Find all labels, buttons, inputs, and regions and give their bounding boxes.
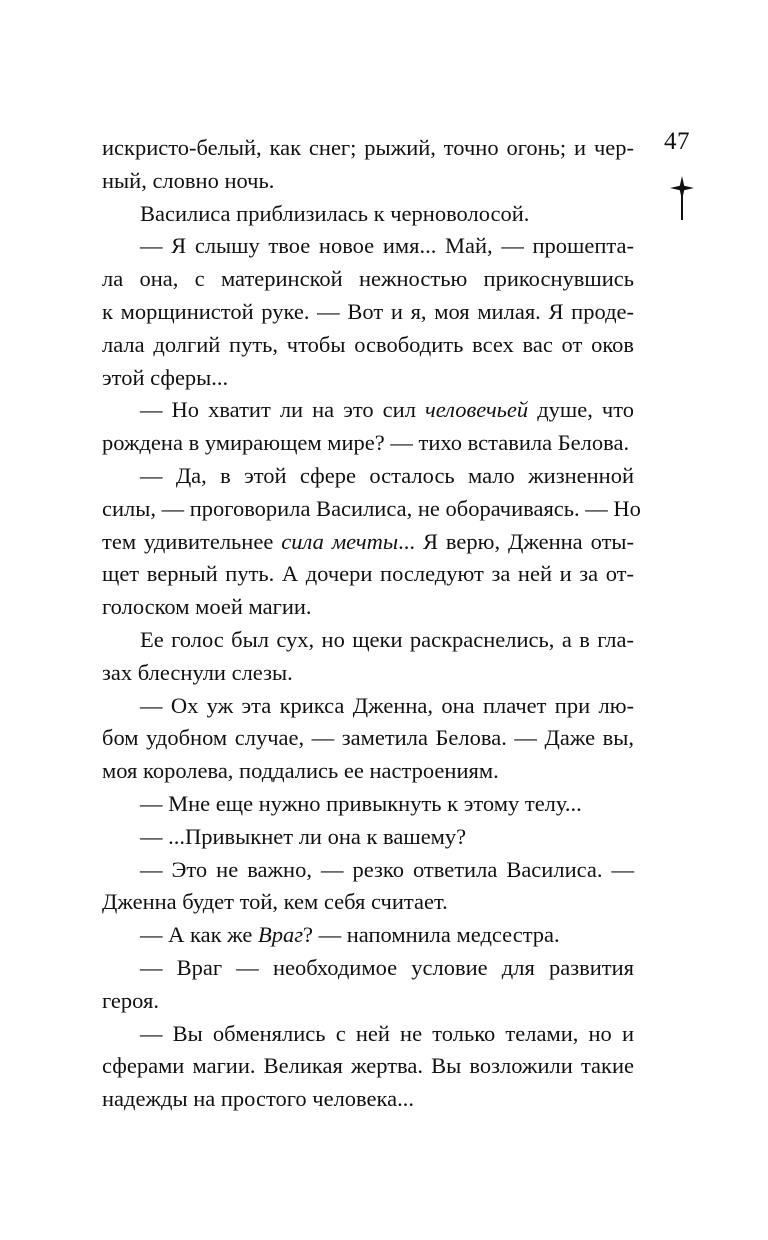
text-line-content: сферами магии. Великая жертва. Вы возложили такие [102, 1053, 634, 1079]
text-line-content: Василиса приблизилась к черноволосой. [140, 200, 530, 226]
text-line-content: Дженна будет той, кем себя считает. [102, 889, 448, 915]
text-line [102, 722, 634, 755]
text-line-content: Ее голос был сух, но щеки раскраснелись, а в гла- [140, 626, 634, 652]
text-line [102, 460, 634, 493]
text-line-content: этой сферы... [102, 364, 229, 390]
text-line [102, 624, 634, 657]
text-line [102, 788, 634, 821]
text-line [102, 755, 634, 788]
text-line-content: голоском моей магии. [102, 594, 312, 620]
italic-emphasis: человечьей [425, 397, 529, 423]
text-line [102, 591, 634, 624]
text-line-content-tail: ... Я верю, Дженна оты- [398, 528, 635, 554]
text-line-content: — Ох уж эта крикса Дженна, она плачет при лю- [140, 692, 634, 718]
text-line [102, 329, 634, 362]
text-line [102, 427, 634, 460]
text-line-content: героя. [102, 987, 159, 1013]
text-line-content: — Но хватит ли на это сил [140, 397, 416, 423]
text-line-content: лала долгий путь, чтобы освободить всех вас от оков [102, 331, 634, 357]
text-line [102, 394, 634, 427]
text-line-content: — А как же [140, 922, 253, 948]
text-line-content: ный, словно ночь. [102, 167, 275, 193]
text-line-content: к морщинистой руке. — Вот и я, моя милая. Я проде- [102, 298, 634, 324]
text-line-content: бом удобном случае, — заметила Белова. — Даже вы, [102, 725, 634, 751]
text-line [102, 985, 634, 1018]
text-line [102, 526, 634, 559]
text-line [102, 296, 634, 329]
text-line [102, 493, 641, 526]
text-line-content: щет верный путь. А дочери последуют за ней и за от- [102, 561, 634, 587]
text-line-content: — ...Привыкнет ли она к вашему? [140, 823, 467, 849]
text-line [102, 558, 634, 591]
text-line-content: надежды на простого человека... [102, 1086, 414, 1112]
text-line-content: — Мне еще нужно привыкнуть к этому телу... [140, 790, 582, 816]
text-line [102, 690, 634, 723]
text-line [102, 1083, 634, 1116]
text-line [102, 1018, 634, 1051]
text-line [102, 263, 634, 296]
text-line [102, 1050, 634, 1083]
text-line [102, 230, 634, 263]
text-line-content-tail: ? — напомнила медсестра. [303, 922, 560, 948]
text-line-content-tail: душе, что [537, 397, 634, 423]
italic-emphasis: сила мечты [281, 528, 399, 554]
text-line [102, 886, 634, 919]
text-line-content: ла она, с материнской нежностью прикоснувшись [102, 266, 634, 292]
text-line-content: искристо-белый, как снег; рыжий, точно огонь; и чер- [102, 135, 634, 160]
text-line-content: — Я слышу твое новое имя... Май, — прошепта- [140, 233, 634, 259]
text-line-content: тем удивительнее [102, 528, 274, 554]
italic-emphasis: Враг [258, 922, 304, 948]
text-line-content: — Да, в этой сфере осталось мало жизненной [140, 462, 634, 488]
text-line-content: силы, — проговорила Василиса, не оборачиваясь. — Но [102, 495, 641, 521]
body-text [102, 132, 641, 1116]
text-line [102, 198, 634, 231]
text-line [102, 821, 634, 854]
text-line [102, 657, 634, 690]
four-point-star-icon [670, 176, 694, 220]
text-line-content: зах блеснули слезы. [102, 659, 293, 685]
text-line [102, 919, 634, 952]
text-line [102, 165, 634, 198]
text-line-content: — Враг — необходимое условие для развития [140, 954, 634, 980]
text-line-content: — Вы обменялись с ней не только телами, но и [140, 1020, 634, 1046]
text-line [102, 362, 634, 395]
text-line-content: рождена в умирающем мире? — тихо вставила Белова. [102, 430, 630, 456]
text-line [102, 132, 634, 165]
text-line [102, 952, 634, 985]
text-line-content: — Это не важно, — резко ответила Василиса. — [140, 856, 634, 882]
text-line-content: моя королева, поддались ее настроениям. [102, 758, 499, 784]
page-number: 47 [664, 128, 690, 155]
text-line [102, 854, 634, 887]
